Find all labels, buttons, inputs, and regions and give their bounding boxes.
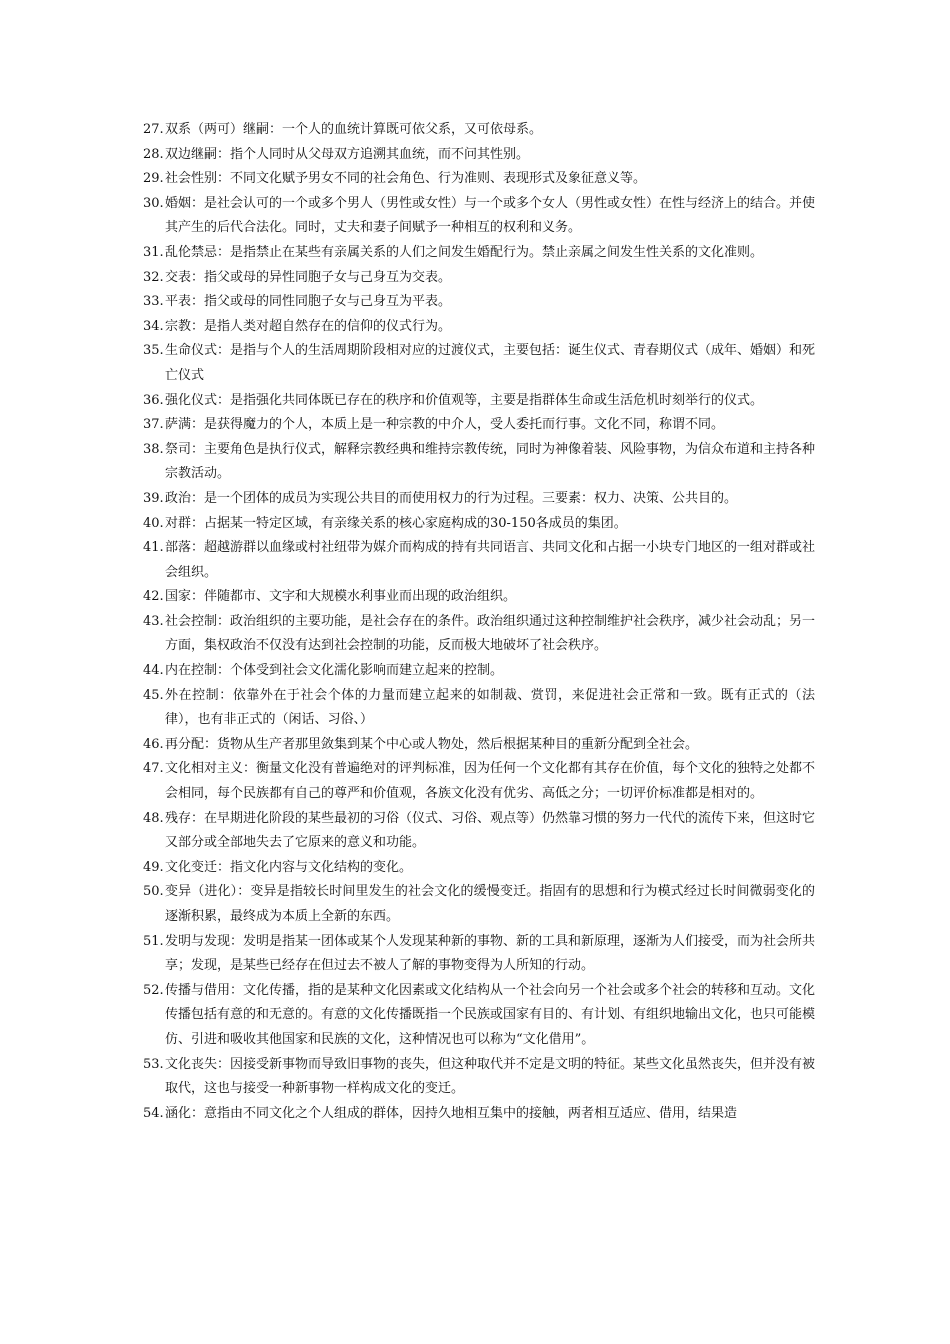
item-number: 47.: [143, 761, 164, 777]
item-text: 社会性别：不同文化赋予男女不同的社会角色、行为准则、表现形式及象征意义等。: [165, 171, 647, 187]
definition-item: [143, 192, 815, 241]
item-text: 传播与借用：文化传播，指的是某种文化因素或文化结构从一个社会向另一个社会或多个社会的转移和互动。文化传播包括有意的和无意的。有意的文化传播既指一个民族或国家有目的、有计划、有组织地输出文化，也只可能模仿、引进和吸收其他国家和民族的文化，这种情况也可以称为“文化借用”。: [165, 982, 816, 1047]
item-text: 文化变迁：指文化内容与文化结构的变化。: [165, 859, 413, 875]
item-number: 37.: [143, 417, 164, 433]
item-number: 42.: [143, 589, 164, 605]
definition-item: [143, 290, 815, 315]
definition-item: [143, 339, 815, 388]
item-number: 45.: [143, 687, 164, 703]
definition-item: [143, 1102, 815, 1127]
item-number: 40.: [143, 515, 164, 531]
item-text: 变异（进化）：变异是指较长时间里发生的社会文化的缓慢变迁。指固有的思想和行为模式经过长时间微弱变化的逐渐积累，最终成为本质上全新的东西。: [165, 884, 815, 924]
item-text: 乱伦禁忌：是指禁止在某些有亲属关系的人们之间发生婚配行为。禁止亲属之间发生性关系的文化准则。: [165, 244, 764, 260]
definition-item: [143, 413, 815, 438]
item-number: 54.: [143, 1105, 164, 1121]
item-text: 涵化：意指由不同文化之个人组成的群体，因持久地相互集中的接触，两者相互适应、借用，结果造: [165, 1105, 738, 1121]
definition-item: [143, 536, 815, 585]
item-text: 发明与发现：发明是指某一团体或某个人发现某种新的事物、新的工具和新原理，逐渐为人们接受，而为社会所共享；发现，是某些已经存在但过去不被人了解的事物变得为人所知的行动。: [165, 933, 816, 974]
item-text: 外在控制：依靠外在于社会个体的力量而建立起来的如制裁、赏罚，来促进社会正常和一致。既有正式的（法律），也有非正式的（闲话、习俗、）: [165, 687, 815, 728]
item-text: 交表：指父或母的异性同胞子女与己身互为交表。: [165, 269, 452, 285]
definition-item: [143, 389, 815, 414]
definition-item: [143, 807, 815, 856]
item-text: 残存：在早期进化阶段的某些最初的习俗（仪式、习俗、观点等）仍然靠习惯的努力一代代的流传下来，但这时它又部分或全部地失去了它原来的意义和功能。: [165, 810, 816, 851]
item-text: 双边继嗣：指个人同时从父母双方追溯其血统，而不问其性别。: [165, 146, 530, 162]
definition-item: [143, 856, 815, 881]
item-number: 30.: [143, 195, 164, 211]
item-text: 双系（两可）继嗣：一个人的血统计算既可依父系，又可依母系。: [165, 122, 543, 137]
item-text: 再分配：货物从生产者那里敛集到某个中心或人物处，然后根据某种目的重新分配到全社会。: [165, 736, 699, 752]
item-number: 28.: [143, 146, 164, 162]
item-text: 婚姻：是社会认可的一个或多个男人（男性或女性）与一个或多个女人（男性或女性）在性与经济上的结合。并使其产生的后代合法化。同时，丈夫和妻子间赋予一种相互的权利和义务。: [165, 195, 816, 236]
item-number: 51.: [143, 933, 164, 949]
definition-item: [143, 167, 815, 192]
item-text: 祭司：主要角色是执行仪式，解释宗教经典和维持宗教传统，同时为神像着装、风险事物，为信众布道和主持各种宗教活动。: [165, 441, 816, 482]
item-number: 52.: [143, 982, 164, 998]
item-text: 平表：指父或母的同性同胞子女与己身互为平表。: [165, 294, 452, 310]
item-number: 38.: [143, 441, 164, 457]
definition-item: [143, 487, 815, 512]
item-text: 文化相对主义：衡量文化没有普遍绝对的评判标准，因为任何一个文化都有其存在价值，每个文化的独特之处都不会相同，每个民族都有自己的尊严和价值观，各族文化没有优劣、高低之分；一切评价标准都是相对的。: [165, 761, 816, 802]
definition-item: [143, 143, 815, 168]
item-number: 36.: [143, 392, 164, 408]
item-number: 46.: [143, 736, 164, 752]
item-text: 对群：占据某一特定区域，有亲缘关系的核心家庭构成的30-150各成员的集团。: [165, 515, 627, 531]
item-number: 43.: [143, 613, 164, 629]
definition-list: [143, 118, 815, 1126]
item-text: 萨满：是获得魔力的个人，本质上是一种宗教的中介人，受人委托而行事。文化不同，称谓不同。: [165, 417, 725, 433]
definition-item: [143, 684, 815, 733]
item-text: 部落：超越游群以血缘或村社纽带为媒介而构成的持有共同语言、共同文化和占据一小块专门地区的一组对群或社会组织。: [165, 540, 816, 580]
item-text: 国家：伴随都市、文字和大规模水利事业而出现的政治组织。: [165, 589, 517, 605]
definition-item: [143, 930, 815, 979]
definition-item: [143, 512, 815, 537]
item-number: 33.: [143, 294, 164, 310]
definition-item: [143, 1053, 815, 1102]
item-text: 宗教：是指人类对超自然存在的信仰的仪式行为。: [165, 318, 452, 334]
item-text: 文化丧失：因接受新事物而导致旧事物的丧失，但这种取代并不定是文明的特征。某些文化虽然丧失，但并没有被取代，这也与接受一种新事物一样构成文化的变迁。: [165, 1056, 816, 1097]
item-text: 政治：是一个团体的成员为实现公共目的而使用权力的行为过程。三要素：权力、决策、公共目的。: [165, 490, 738, 506]
definition-item: [143, 979, 815, 1053]
definition-item: [143, 438, 815, 487]
definition-item: [143, 757, 815, 806]
item-number: 34.: [143, 318, 164, 334]
item-number: 53.: [143, 1056, 164, 1072]
item-number: 31.: [143, 244, 164, 260]
definition-item: [143, 659, 815, 684]
definition-item: [143, 585, 815, 610]
item-number: 48.: [143, 810, 164, 826]
item-text: 社会控制：政治组织的主要功能，是社会存在的条件。政治组织通过这种控制维护社会秩序，减少社会动乱；另一方面，集权政治不仅没有达到社会控制的功能，反而极大地破坏了社会秩序。: [165, 613, 816, 654]
item-text: 内在控制：个体受到社会文化濡化影响而建立起来的控制。: [165, 663, 504, 679]
item-number: 27.: [143, 122, 164, 137]
definition-item: [143, 880, 815, 929]
item-number: 32.: [143, 269, 164, 285]
item-number: 39.: [143, 490, 164, 506]
item-text: 生命仪式：是指与个人的生活周期阶段相对应的过渡仪式，主要包括：诞生仪式、青春期仪式（成年、婚姻）和死亡仪式: [165, 343, 816, 383]
item-number: 41.: [143, 540, 164, 556]
item-number: 50.: [143, 884, 164, 900]
item-number: 29.: [143, 171, 164, 187]
item-text: 强化仪式：是指强化共同体既已存在的秩序和价值观等，主要是指群体生命或生活危机时刻举行的仪式。: [165, 392, 764, 408]
definition-item: [143, 241, 815, 266]
definition-item: [143, 610, 815, 659]
item-number: 35.: [143, 343, 164, 359]
item-number: 49.: [143, 859, 164, 875]
definition-item: [143, 315, 815, 340]
definition-item: [143, 266, 815, 291]
definition-item: [143, 733, 815, 758]
definition-item: [143, 118, 815, 143]
item-number: 44.: [143, 663, 164, 679]
